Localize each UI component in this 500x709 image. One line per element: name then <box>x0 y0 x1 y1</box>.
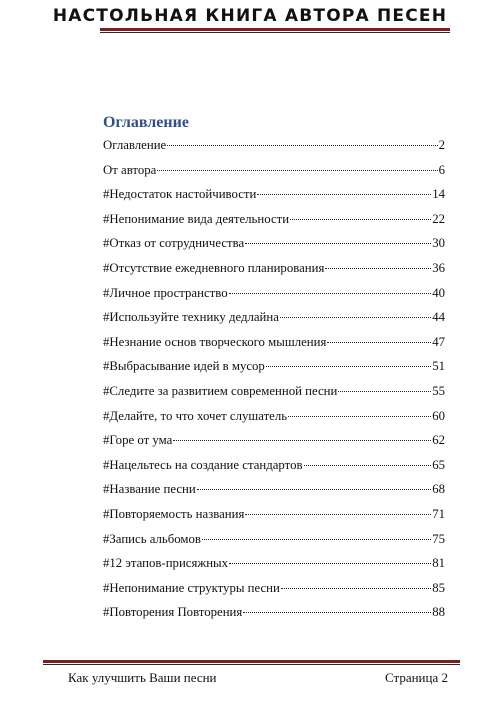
toc-entry[interactable] <box>103 235 445 260</box>
toc-entry-title: Оглавление <box>103 138 167 152</box>
toc-entry-page: 81 <box>432 556 445 571</box>
toc-dot-leader <box>197 481 431 490</box>
footer-book-title: Как улучшить Ваши песни <box>68 670 217 685</box>
toc-entry-page: 22 <box>432 211 445 226</box>
toc-entry-title: #Отказ от сотрудничества <box>103 236 245 251</box>
toc-dot-leader <box>167 137 437 146</box>
header-rule <box>100 28 450 31</box>
toc-dot-leader <box>229 285 432 294</box>
toc-entry-title: #Делайте, то что хочет слушатель <box>103 408 288 423</box>
toc-entry-title: #Следите за развитием современной песни <box>103 383 338 398</box>
toc-entry-page: 60 <box>432 408 445 423</box>
toc-dot-leader <box>245 235 431 244</box>
footer-rule <box>43 660 460 663</box>
toc-entry[interactable] <box>103 137 445 162</box>
toc-entry-title: #Незнание основ творческого мышления <box>103 334 327 349</box>
toc-entry[interactable] <box>103 358 445 383</box>
footer-rule-thin <box>43 664 460 665</box>
toc-entry[interactable] <box>103 162 445 187</box>
toc-entry-title: #Непонимание структуры песни <box>103 580 280 595</box>
toc-entry-page: 30 <box>432 236 445 251</box>
toc-entry-page: 36 <box>432 260 445 275</box>
toc-entry[interactable] <box>103 285 445 310</box>
toc-dot-leader <box>338 383 431 392</box>
toc-entry-title: #Недостаток настойчивости <box>103 187 257 202</box>
toc-entry-title: #12 этапов-присяжных <box>103 556 229 571</box>
toc-entry-page: 62 <box>432 433 445 448</box>
toc-entry[interactable] <box>103 481 445 506</box>
toc-entry-title: От автора <box>103 162 157 177</box>
toc-entry-page: 44 <box>432 310 445 325</box>
toc-entry[interactable] <box>103 383 445 408</box>
toc-entry-page: 85 <box>432 580 445 595</box>
toc-dot-leader <box>229 555 431 564</box>
toc-entry[interactable] <box>103 604 445 629</box>
toc-entry-page: 51 <box>432 359 445 374</box>
toc-entry-page: 2 <box>438 138 445 152</box>
toc-entry[interactable] <box>103 408 445 433</box>
toc-dot-leader <box>281 580 431 589</box>
toc-entry-title: #Выбрасывание идей в мусор <box>103 359 265 374</box>
toc-dot-leader <box>157 162 437 171</box>
toc-entry-title: #Отсутствие ежедневного планирования <box>103 260 325 275</box>
toc-entry[interactable] <box>103 309 445 334</box>
header-rule-thin <box>100 32 450 33</box>
toc-dot-leader <box>266 358 431 367</box>
toc-entry-title: #Название песни <box>103 482 196 497</box>
toc-entry-page: 68 <box>432 482 445 497</box>
toc-entry-title: #Запись альбомов <box>103 531 201 546</box>
toc-entry-page: 40 <box>432 285 445 300</box>
toc-dot-leader <box>290 211 431 220</box>
toc-entry[interactable] <box>103 555 445 580</box>
toc-entry-page: 65 <box>432 457 445 472</box>
running-header-title: НАСТОЛЬНАЯ КНИГА АВТОРА ПЕСЕН <box>52 6 448 26</box>
toc-dot-leader <box>202 531 431 540</box>
toc-entry[interactable] <box>103 580 445 605</box>
toc-entry-title: #Используйте технику дедлайна <box>103 310 279 325</box>
toc-entry-page: 71 <box>432 506 445 521</box>
toc-entry-page: 6 <box>438 162 445 177</box>
table-of-contents <box>103 137 445 629</box>
toc-entry-title: #Повторяемость названия <box>103 506 245 521</box>
toc-entry[interactable] <box>103 186 445 211</box>
toc-dot-leader <box>245 506 431 515</box>
toc-entry[interactable] <box>103 334 445 359</box>
toc-dot-leader <box>243 604 431 613</box>
toc-entry[interactable] <box>103 531 445 556</box>
toc-entry-title: #Горе от ума <box>103 433 173 448</box>
toc-entry-page: 75 <box>432 531 445 546</box>
toc-dot-leader <box>257 186 431 195</box>
toc-dot-leader <box>327 334 431 343</box>
toc-dot-leader <box>173 432 431 441</box>
toc-entry[interactable] <box>103 457 445 482</box>
toc-dot-leader <box>280 309 431 318</box>
toc-entry[interactable] <box>103 506 445 531</box>
toc-entry[interactable] <box>103 432 445 457</box>
toc-entry[interactable] <box>103 260 445 285</box>
toc-entry-title: #Непонимание вида деятельности <box>103 211 290 226</box>
toc-dot-leader <box>288 408 431 417</box>
toc-entry-title: #Повторения Повторения <box>103 605 243 620</box>
toc-entry-page: 14 <box>432 187 445 202</box>
toc-entry[interactable] <box>103 211 445 236</box>
toc-dot-leader <box>304 457 432 466</box>
toc-entry-title: #Нацельтесь на создание стандартов <box>103 457 303 472</box>
footer-page-number: Страница 2 <box>384 670 448 685</box>
toc-dot-leader <box>325 260 431 269</box>
toc-heading: Оглавление <box>103 114 189 131</box>
toc-entry-page: 88 <box>432 605 445 620</box>
toc-entry-title: #Личное пространство <box>103 285 228 300</box>
toc-entry-page: 47 <box>432 334 445 349</box>
toc-entry-page: 55 <box>432 383 445 398</box>
